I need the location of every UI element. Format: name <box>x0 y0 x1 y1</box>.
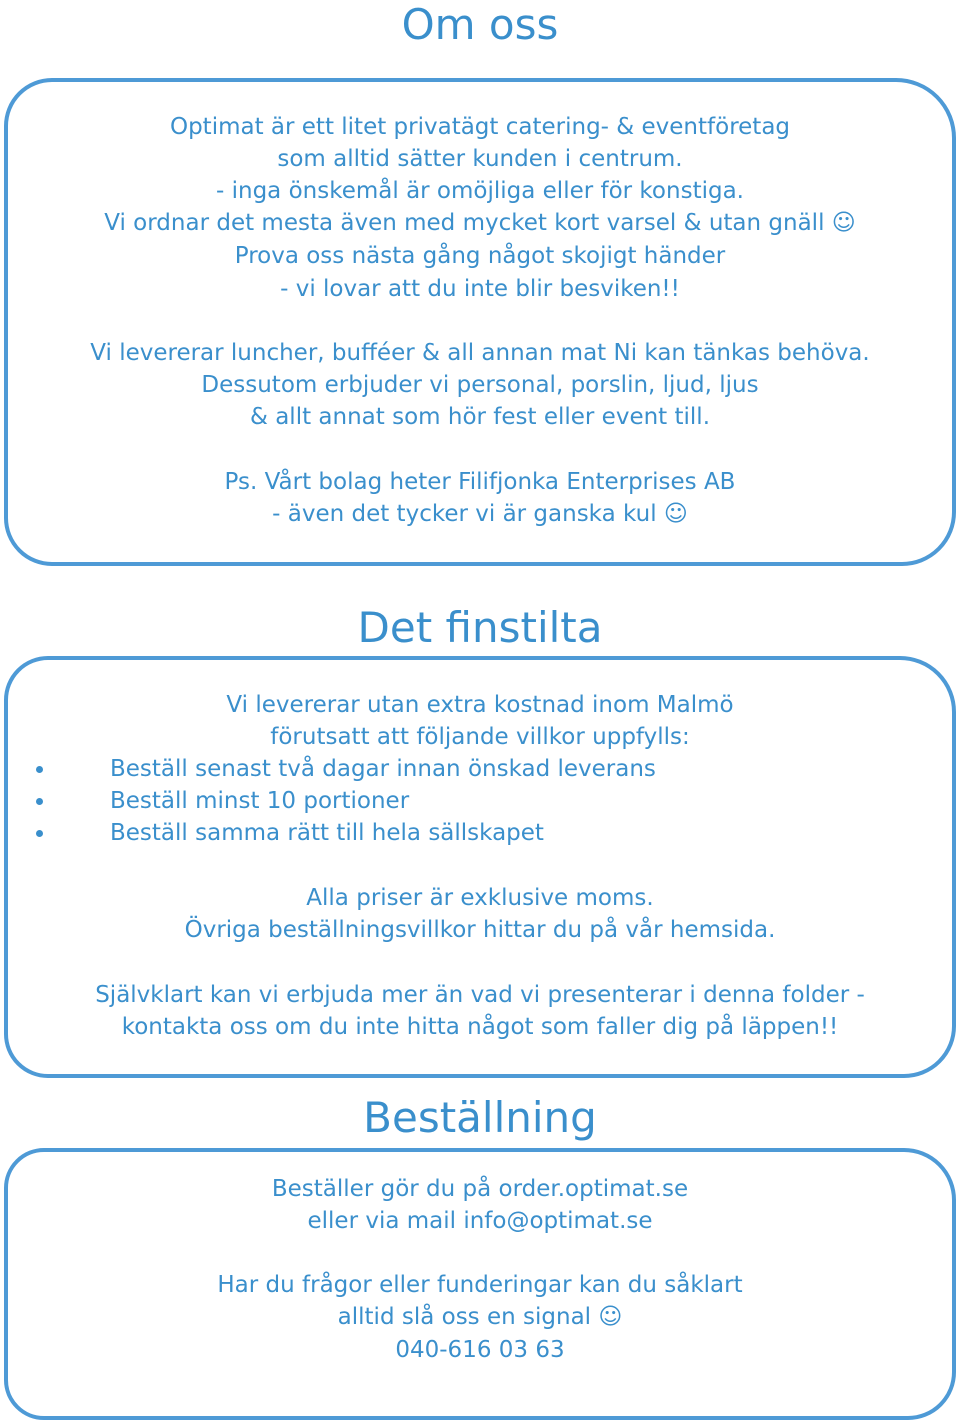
about-line: Vi levererar luncher, bufféer & all annan mat Ni kan tänkas behöva. <box>90 340 870 366</box>
fine-print-note: Övriga beställningsvillkor hittar du på vår hemsida. <box>184 917 776 943</box>
about-line: Vi ordnar det mesta även med mycket kort varsel & utan gnäll ☺ <box>104 210 856 236</box>
order-line: alltid slå oss en signal ☺ <box>337 1304 623 1330</box>
order-line: Beställer gör du på order.optimat.se <box>271 1176 689 1202</box>
bullet-text: Beställ samma rätt till hela sällskapet <box>110 820 544 846</box>
fine-print-intro: förutsatt att följande villkor uppfylls: <box>270 724 690 750</box>
fine-print-heading: Det finstilta <box>357 603 603 652</box>
phone-number: 040-616 03 63 <box>395 1337 565 1363</box>
order-line: Har du frågor eller funderingar kan du såklart <box>217 1272 743 1298</box>
about-line: Prova oss nästa gång något skojigt händer <box>234 243 726 269</box>
fine-print-note: kontakta oss om du inte hitta något som faller dig på läppen!! <box>121 1014 839 1040</box>
about-line: som alltid sätter kunden i centrum. <box>277 146 683 172</box>
bullet-dot-icon <box>36 798 43 805</box>
about-line: Ps. Vårt bolag heter Filifjonka Enterprises AB <box>224 469 736 495</box>
fine-print-note: Självklart kan vi erbjuda mer än vad vi presenterar i denna folder - <box>95 982 865 1008</box>
fine-print-intro: Vi levererar utan extra kostnad inom Malmö <box>226 692 734 718</box>
about-line: - vi lovar att du inte blir besviken!! <box>280 276 680 302</box>
bullet-dot-icon <box>36 766 43 773</box>
about-line: Dessutom erbjuder vi personal, porslin, ljud, ljus <box>201 372 759 398</box>
fine-print-note: Alla priser är exklusive moms. <box>306 885 654 911</box>
about-line: Optimat är ett litet privatägt catering- & eventföretag <box>169 114 791 140</box>
about-line: - även det tycker vi är ganska kul ☺ <box>272 501 688 527</box>
order-heading: Beställning <box>363 1093 597 1142</box>
bullet-text: Beställ minst 10 portioner <box>110 788 410 814</box>
about-heading: Om oss <box>401 0 559 49</box>
about-line: & allt annat som hör fest eller event till. <box>249 404 711 430</box>
order-line: eller via mail info@optimat.se <box>307 1208 653 1234</box>
about-line: - inga önskemål är omöjliga eller för konstiga. <box>216 178 744 204</box>
bullet-text: Beställ senast två dagar innan önskad leverans <box>110 756 656 782</box>
bullet-dot-icon <box>36 830 43 837</box>
